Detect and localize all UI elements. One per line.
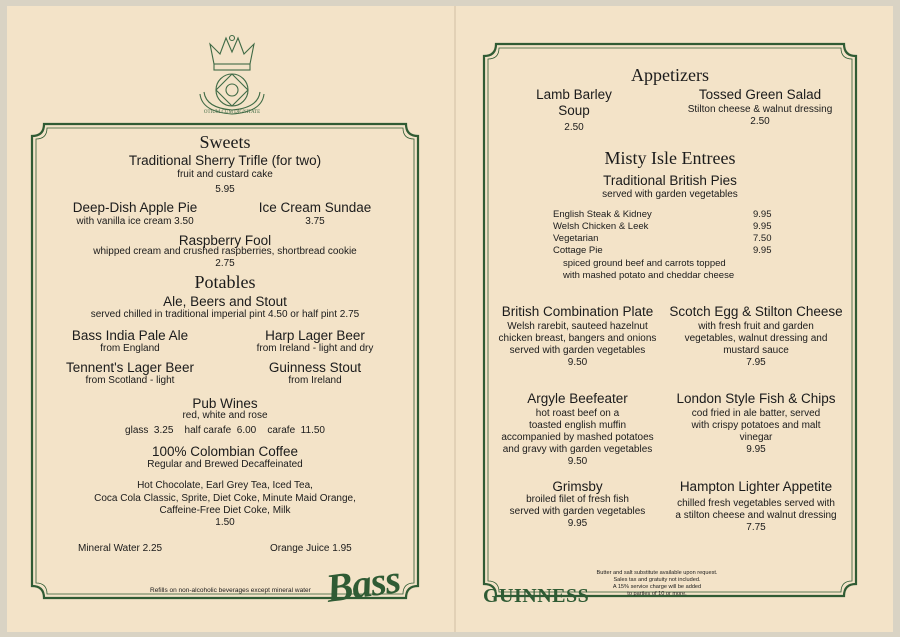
grimsby-line-1: broiled filet of fresh fish: [526, 494, 629, 505]
guinness-stout-name: Guinness Stout: [268, 360, 362, 375]
wines-prices: glass 3.25 half carafe 6.00 carafe 11.50: [125, 425, 325, 436]
orange-juice: Orange Juice 1.95: [270, 543, 352, 554]
grimsby-line-2: served with garden vegetables: [509, 506, 646, 517]
lamb-line-1: Lamb Barley: [536, 87, 612, 102]
scotch-line-1: with fresh fruit and garden: [698, 321, 814, 332]
grimsby-name: Grimsby: [552, 479, 603, 494]
harp-origin: from Ireland - light and dry: [256, 343, 374, 354]
drinks-line-3: Caffeine-Free Diet Coke, Milk: [159, 505, 291, 516]
cottage-desc-2: with mashed potato and cheddar cheese: [563, 270, 735, 281]
fool-price: 2.75: [215, 258, 235, 269]
trifle-desc: fruit and custard cake: [177, 169, 273, 180]
refills-note: Refills on non-alcoholic beverages except mineral water: [150, 587, 311, 594]
pies-name: Traditional British Pies: [603, 173, 737, 188]
cottage-desc-1: spiced ground beef and carrots topped: [563, 258, 726, 269]
pie-item-name: Cottage Pie: [553, 245, 603, 256]
combo-name: British Combination Plate: [501, 304, 654, 319]
pie-item-price: 9.95: [753, 209, 772, 220]
bass-ale-name: Bass India Pale Ale: [71, 328, 189, 343]
pie-item-name: Welsh Chicken & Leek: [553, 221, 649, 232]
fool-name: Raspberry Fool: [178, 233, 272, 248]
bass-ale-origin: from England: [100, 343, 160, 354]
sweets-title: Sweets: [199, 132, 251, 152]
combo-line-3: served with garden vegetables: [509, 345, 646, 356]
salad-desc: Stilton cheese & walnut dressing: [687, 104, 833, 115]
combo-line-2: chicken breast, bangers and onions: [498, 333, 657, 344]
bass-logo: Bass: [323, 556, 403, 611]
mineral-water: Mineral Water 2.25: [78, 543, 163, 554]
wines-name: Pub Wines: [192, 396, 258, 411]
lamb-line-2: Soup: [558, 103, 590, 118]
pies-desc: served with garden vegetables: [602, 189, 738, 200]
footnote-line-2: Sales tax and gratuity not included.: [613, 577, 701, 583]
footnote-line-1: Butter and salt substitute available upon request.: [596, 570, 718, 576]
argyle-line-3: accompanied by mashed potatoes: [501, 432, 654, 443]
wines-desc: red, white and rose: [182, 410, 268, 421]
hampton-line-2: a stilton cheese and walnut dressing: [675, 510, 837, 521]
pie-item-price: 9.95: [753, 245, 772, 256]
fish-line-3: vinegar: [739, 432, 773, 443]
drinks-price: 1.50: [215, 517, 235, 528]
drinks-line-2: Coca Cola Classic, Sprite, Diet Coke, Minute Maid Orange,: [94, 493, 356, 504]
appetizers-title: Appetizers: [631, 65, 709, 85]
argyle-line-4: and gravy with garden vegetables: [502, 444, 653, 455]
trifle-price: 5.95: [215, 184, 235, 195]
hampton-price: 7.75: [746, 522, 766, 533]
center-fold: [454, 6, 456, 632]
hampton-line-1: chilled fresh vegetables served with: [677, 498, 835, 509]
drinks-line-1: Hot Chocolate, Earl Grey Tea, Iced Tea,: [137, 480, 313, 491]
tennents-origin: from Scotland - light: [85, 375, 175, 386]
entrees-title: Misty Isle Entrees: [604, 148, 736, 168]
fish-line-1: cod fried in ale batter, served: [691, 408, 821, 419]
fool-desc: whipped cream and crushed raspberries, shortbread cookie: [93, 246, 357, 257]
apple-pie-desc: with vanilla ice cream 3.50: [76, 216, 194, 227]
argyle-name: Argyle Beefeater: [527, 391, 628, 406]
argyle-line-1: hot roast beef on a: [535, 408, 620, 419]
pie-item-name: English Steak & Kidney: [553, 209, 652, 220]
grimsby-price: 9.95: [567, 518, 588, 529]
coffee-name: 100% Colombian Coffee: [151, 444, 299, 459]
argyle-line-2: toasted english muffin: [528, 420, 627, 431]
fish-price: 9.95: [746, 444, 766, 455]
pie-item-name: Vegetarian: [553, 233, 599, 244]
pie-item-price: 9.95: [753, 221, 772, 232]
combo-line-1: Welsh rarebit, sauteed hazelnut: [507, 321, 648, 332]
hampton-name: Hampton Lighter Appetite: [679, 479, 833, 494]
harp-name: Harp Lager Beer: [265, 328, 365, 343]
fish-name: London Style Fish & Chips: [676, 391, 836, 406]
pie-item-price: 7.50: [753, 233, 772, 244]
coffee-desc: Regular and Brewed Decaffeinated: [147, 459, 303, 470]
potables-title: Potables: [194, 272, 256, 292]
guinness-stout-origin: from Ireland: [288, 375, 342, 386]
ale-desc: served chilled in traditional imperial pint 4.50 or half pint 2.75: [90, 309, 360, 320]
salad-name: Tossed Green Salad: [698, 87, 822, 102]
trifle-name: Traditional Sherry Trifle (for two): [128, 153, 322, 168]
guinness-logo: GUINNESS: [483, 585, 590, 607]
crest-motto: OTIUM CUM DIGNITATE: [203, 110, 261, 115]
lamb-price: 2.50: [564, 122, 584, 133]
scotch-price: 7.95: [746, 357, 766, 368]
sundae-name: Ice Cream Sundae: [258, 200, 372, 215]
argyle-price: 9.50: [567, 456, 588, 467]
scotch-line-2: vegetables, walnut dressing and: [684, 333, 828, 344]
scotch-name: Scotch Egg & Stilton Cheese: [669, 304, 843, 319]
royal-crest-icon: [192, 34, 272, 121]
fish-line-2: with crispy potatoes and malt: [691, 420, 821, 431]
footnote-line-3: A 15% service charge will be added: [612, 584, 702, 590]
ale-name: Ale, Beers and Stout: [163, 294, 287, 309]
combo-price: 9.50: [567, 357, 588, 368]
salad-price: 2.50: [750, 116, 770, 127]
footnote-line-4: to parties of 10 or more.: [627, 591, 687, 597]
apple-pie-name: Deep-Dish Apple Pie: [72, 200, 198, 215]
tennents-name: Tennent's Lager Beer: [66, 360, 194, 375]
sundae-price: 3.75: [305, 216, 325, 227]
scotch-line-3: mustard sauce: [723, 345, 789, 356]
